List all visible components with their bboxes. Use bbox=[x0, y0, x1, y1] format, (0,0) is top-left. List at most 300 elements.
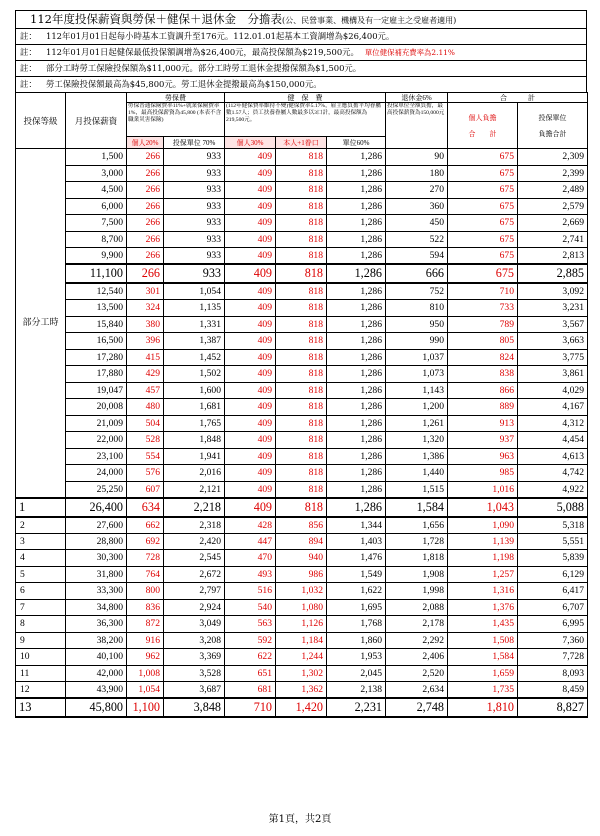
total-personal-label: 個人負擔 bbox=[468, 113, 497, 122]
table-cell: 824 bbox=[448, 349, 518, 366]
table-row bbox=[16, 465, 588, 482]
title-subtext: (公、民營事業、機構及有一定雇主之受雇者適用) bbox=[281, 16, 457, 25]
table-cell: 1,126 bbox=[276, 616, 327, 633]
table-cell: 872 bbox=[127, 616, 164, 633]
table-cell: 429 bbox=[127, 366, 164, 383]
table-cell: 986 bbox=[276, 566, 327, 583]
table-cell: 1,032 bbox=[276, 583, 327, 600]
table-cell: 2,138 bbox=[327, 682, 386, 699]
table-cell: 409 bbox=[225, 415, 276, 432]
table-cell: 675 bbox=[448, 182, 518, 199]
table-cell: 380 bbox=[127, 316, 164, 333]
table-cell: 301 bbox=[127, 283, 164, 300]
table-row bbox=[16, 165, 588, 182]
table-cell: 11,100 bbox=[66, 264, 127, 283]
table-cell: 1,135 bbox=[164, 300, 225, 317]
table-cell: 27,600 bbox=[66, 517, 127, 534]
table-cell: 2,218 bbox=[164, 498, 225, 517]
table-row bbox=[16, 300, 588, 317]
table-cell: 1,452 bbox=[164, 349, 225, 366]
table-cell: 1,549 bbox=[327, 566, 386, 583]
table-cell: 180 bbox=[386, 165, 448, 182]
table-cell: 24,000 bbox=[66, 465, 127, 482]
table-cell: 662 bbox=[127, 517, 164, 534]
table-cell: 2,748 bbox=[386, 698, 448, 717]
table-cell: 675 bbox=[448, 198, 518, 215]
table-cell: 592 bbox=[225, 632, 276, 649]
table-cell: 940 bbox=[276, 550, 327, 567]
table-cell: 1,584 bbox=[448, 649, 518, 666]
grade-cell: 13 bbox=[16, 698, 66, 717]
table-cell: 666 bbox=[386, 264, 448, 283]
table-cell: 2,399 bbox=[518, 165, 588, 182]
table-cell: 4,742 bbox=[518, 465, 588, 482]
table-cell: 818 bbox=[276, 498, 327, 517]
table-cell: 818 bbox=[276, 300, 327, 317]
table-cell: 675 bbox=[448, 149, 518, 166]
table-cell: 540 bbox=[225, 599, 276, 616]
table-cell: 1,143 bbox=[386, 382, 448, 399]
table-cell: 1,043 bbox=[448, 498, 518, 517]
table-cell: 409 bbox=[225, 399, 276, 416]
table-cell: 1,286 bbox=[327, 448, 386, 465]
table-cell: 1,386 bbox=[386, 448, 448, 465]
table-cell: 1,198 bbox=[448, 550, 518, 567]
table-cell: 42,000 bbox=[66, 665, 127, 682]
table-cell: 1,286 bbox=[327, 215, 386, 232]
table-row bbox=[16, 215, 588, 232]
table-cell: 450 bbox=[386, 215, 448, 232]
table-cell: 1,037 bbox=[386, 349, 448, 366]
table-cell: 1,476 bbox=[327, 550, 386, 567]
table-cell: 2,406 bbox=[386, 649, 448, 666]
table-cell: 266 bbox=[127, 231, 164, 248]
table-cell: 1,008 bbox=[127, 665, 164, 682]
table-cell: 409 bbox=[225, 264, 276, 283]
table-cell: 26,400 bbox=[66, 498, 127, 517]
table-row bbox=[16, 248, 588, 265]
table-cell: 3,663 bbox=[518, 333, 588, 350]
table-cell: 2,924 bbox=[164, 599, 225, 616]
table-cell: 1,261 bbox=[386, 415, 448, 432]
table-cell: 409 bbox=[225, 349, 276, 366]
table-cell: 22,000 bbox=[66, 432, 127, 449]
grade-cell: 3 bbox=[16, 533, 66, 550]
grade-cell: 9 bbox=[16, 632, 66, 649]
table-cell: 1,200 bbox=[386, 399, 448, 416]
table-row bbox=[16, 231, 588, 248]
table-cell: 1,765 bbox=[164, 415, 225, 432]
table-cell: 522 bbox=[386, 231, 448, 248]
table-cell: 818 bbox=[276, 316, 327, 333]
table-row bbox=[16, 550, 588, 567]
table-row bbox=[16, 366, 588, 383]
table-cell: 3,049 bbox=[164, 616, 225, 633]
table-row bbox=[16, 448, 588, 465]
table-cell: 2,088 bbox=[386, 599, 448, 616]
table-cell: 1,420 bbox=[276, 698, 327, 717]
table-cell: 2,672 bbox=[164, 566, 225, 583]
table-cell: 20,008 bbox=[66, 399, 127, 416]
table-cell: 1,387 bbox=[164, 333, 225, 350]
table-cell: 818 bbox=[276, 349, 327, 366]
table-cell: 675 bbox=[448, 165, 518, 182]
table-cell: 2,121 bbox=[164, 481, 225, 498]
table-cell: 45,800 bbox=[66, 698, 127, 717]
table-cell: 1,316 bbox=[448, 583, 518, 600]
note-text: 勞工保險投保額最高為$45,800元。勞工退休金提撥最高為$150,000元。 bbox=[46, 79, 322, 89]
note-label: 註： bbox=[20, 47, 37, 57]
table-cell: 675 bbox=[448, 215, 518, 232]
table-cell: 1,344 bbox=[327, 517, 386, 534]
note-label: 註： bbox=[20, 79, 37, 89]
table-cell: 5,839 bbox=[518, 550, 588, 567]
table-row bbox=[16, 198, 588, 215]
table-cell: 1,286 bbox=[327, 231, 386, 248]
table-cell: 818 bbox=[276, 465, 327, 482]
table-cell: 409 bbox=[225, 481, 276, 498]
table-cell: 1,286 bbox=[327, 498, 386, 517]
table-row bbox=[16, 415, 588, 432]
table-cell: 752 bbox=[386, 283, 448, 300]
table-cell: 3,687 bbox=[164, 682, 225, 699]
table-cell: 1,286 bbox=[327, 149, 386, 166]
table-cell: 818 bbox=[276, 248, 327, 265]
table-cell: 866 bbox=[448, 382, 518, 399]
table-row bbox=[16, 283, 588, 300]
table-cell: 266 bbox=[127, 165, 164, 182]
table-cell: 8,459 bbox=[518, 682, 588, 699]
table-cell: 1,320 bbox=[386, 432, 448, 449]
table-cell: 692 bbox=[127, 533, 164, 550]
table-cell: 1,502 bbox=[164, 366, 225, 383]
table-row bbox=[16, 682, 588, 699]
table-cell: 1,286 bbox=[327, 366, 386, 383]
table-cell: 937 bbox=[448, 432, 518, 449]
pension-desc: 投保單位全額負擔，最高投保薪資為150,000元 bbox=[386, 103, 448, 149]
table-cell: 1,100 bbox=[127, 698, 164, 717]
table-cell: 409 bbox=[225, 248, 276, 265]
table-cell: 710 bbox=[225, 698, 276, 717]
note-text: 112年01月01日起每小時基本工資調升至176元。112.01.01起基本工資調增為$26,400元。 bbox=[46, 31, 395, 41]
table-cell: 2,797 bbox=[164, 583, 225, 600]
table-cell: 31,800 bbox=[66, 566, 127, 583]
labor-desc: 勞保普通保險費率11%+就業保險費率1%，最高投保薪資為45,800 (本表不含職業災害保險) bbox=[127, 103, 225, 137]
table-cell: 576 bbox=[127, 465, 164, 482]
table-cell: 1,080 bbox=[276, 599, 327, 616]
table-cell: 607 bbox=[127, 481, 164, 498]
table-cell: 7,360 bbox=[518, 632, 588, 649]
table-cell: 13,500 bbox=[66, 300, 127, 317]
grade-cell: 6 bbox=[16, 583, 66, 600]
table-cell: 1,286 bbox=[327, 481, 386, 498]
table-cell: 6,995 bbox=[518, 616, 588, 633]
table-cell: 447 bbox=[225, 533, 276, 550]
grade-cell: 11 bbox=[16, 665, 66, 682]
table-cell: 5,318 bbox=[518, 517, 588, 534]
fee-table-sheet bbox=[15, 10, 587, 718]
table-cell: 409 bbox=[225, 366, 276, 383]
table-row bbox=[16, 665, 588, 682]
table-cell: 2,813 bbox=[518, 248, 588, 265]
table-cell: 805 bbox=[448, 333, 518, 350]
table-cell: 1,286 bbox=[327, 165, 386, 182]
table-cell: 1,286 bbox=[327, 432, 386, 449]
table-cell: 1,941 bbox=[164, 448, 225, 465]
table-cell: 2,741 bbox=[518, 231, 588, 248]
note-line bbox=[15, 60, 587, 76]
header-salary: 月投保薪資 bbox=[66, 93, 127, 149]
table-cell: 3,208 bbox=[164, 632, 225, 649]
table-cell: 1,600 bbox=[164, 382, 225, 399]
table-cell: 4,167 bbox=[518, 399, 588, 416]
table-cell: 6,417 bbox=[518, 583, 588, 600]
table-cell: 28,800 bbox=[66, 533, 127, 550]
table-cell: 563 bbox=[225, 616, 276, 633]
table-cell: 1,659 bbox=[448, 665, 518, 682]
total-employer-label: 投保單位 bbox=[538, 113, 567, 122]
table-cell: 675 bbox=[448, 264, 518, 283]
table-row bbox=[16, 382, 588, 399]
table-cell: 40,100 bbox=[66, 649, 127, 666]
table-cell: 409 bbox=[225, 149, 276, 166]
table-cell: 1,286 bbox=[327, 415, 386, 432]
table-cell: 1,286 bbox=[327, 349, 386, 366]
table-cell: 2,178 bbox=[386, 616, 448, 633]
table-cell: 3,567 bbox=[518, 316, 588, 333]
table-cell: 1,184 bbox=[276, 632, 327, 649]
notes-block bbox=[15, 28, 587, 92]
table-row bbox=[16, 583, 588, 600]
table-cell: 6,129 bbox=[518, 566, 588, 583]
table-cell: 21,009 bbox=[66, 415, 127, 432]
table-cell: 409 bbox=[225, 231, 276, 248]
table-cell: 1,286 bbox=[327, 300, 386, 317]
note-label: 註： bbox=[20, 31, 37, 41]
table-cell: 409 bbox=[225, 198, 276, 215]
table-cell: 1,500 bbox=[66, 149, 127, 166]
table-cell: 25,250 bbox=[66, 481, 127, 498]
table-cell: 554 bbox=[127, 448, 164, 465]
table-cell: 409 bbox=[225, 316, 276, 333]
group-label-part-time: 部分工時 bbox=[16, 149, 66, 498]
table-cell: 985 bbox=[448, 465, 518, 482]
table-cell: 818 bbox=[276, 165, 327, 182]
table-cell: 1,908 bbox=[386, 566, 448, 583]
table-cell: 818 bbox=[276, 382, 327, 399]
header-labor-personal: 個人20% bbox=[127, 137, 164, 149]
table-cell: 2,669 bbox=[518, 215, 588, 232]
table-cell: 409 bbox=[225, 432, 276, 449]
table-cell: 360 bbox=[386, 198, 448, 215]
table-cell: 8,700 bbox=[66, 231, 127, 248]
table-cell: 266 bbox=[127, 198, 164, 215]
table-cell: 457 bbox=[127, 382, 164, 399]
table-cell: 675 bbox=[448, 248, 518, 265]
table-cell: 3,528 bbox=[164, 665, 225, 682]
table-cell: 266 bbox=[127, 215, 164, 232]
table-cell: 7,500 bbox=[66, 215, 127, 232]
header-labor-employer: 投保單位 70% bbox=[164, 137, 225, 149]
table-cell: 409 bbox=[225, 283, 276, 300]
table-cell: 2,489 bbox=[518, 182, 588, 199]
table-cell: 1,622 bbox=[327, 583, 386, 600]
table-cell: 3,231 bbox=[518, 300, 588, 317]
header-health-personal: 個人30% bbox=[225, 137, 276, 149]
table-cell: 409 bbox=[225, 215, 276, 232]
table-cell: 1,286 bbox=[327, 198, 386, 215]
table-cell: 1,584 bbox=[386, 498, 448, 517]
fee-table-body bbox=[16, 149, 588, 718]
table-cell: 990 bbox=[386, 333, 448, 350]
table-cell: 1,768 bbox=[327, 616, 386, 633]
table-cell: 1,818 bbox=[386, 550, 448, 567]
table-cell: 1,860 bbox=[327, 632, 386, 649]
header-grade: 投保等級 bbox=[16, 93, 66, 149]
table-cell: 16,500 bbox=[66, 333, 127, 350]
table-cell: 1,435 bbox=[448, 616, 518, 633]
table-cell: 504 bbox=[127, 415, 164, 432]
table-cell: 2,309 bbox=[518, 149, 588, 166]
table-cell: 3,092 bbox=[518, 283, 588, 300]
table-cell: 818 bbox=[276, 182, 327, 199]
table-row bbox=[16, 599, 588, 616]
table-cell: 528 bbox=[127, 432, 164, 449]
table-cell: 1,016 bbox=[448, 481, 518, 498]
table-cell: 1,810 bbox=[448, 698, 518, 717]
note-text: 112年01月01日起健保最低投保額調增為$26,400元，最高投保額為$219,500元。 bbox=[46, 47, 359, 57]
table-cell: 1,286 bbox=[327, 465, 386, 482]
table-cell: 1,728 bbox=[386, 533, 448, 550]
table-cell: 2,318 bbox=[164, 517, 225, 534]
table-cell: 4,500 bbox=[66, 182, 127, 199]
table-cell: 1,054 bbox=[127, 682, 164, 699]
table-row bbox=[16, 649, 588, 666]
table-cell: 2,420 bbox=[164, 533, 225, 550]
table-cell: 1,090 bbox=[448, 517, 518, 534]
header-health: 健 保 費 bbox=[225, 93, 386, 103]
table-cell: 962 bbox=[127, 649, 164, 666]
table-cell: 36,300 bbox=[66, 616, 127, 633]
table-cell: 396 bbox=[127, 333, 164, 350]
table-cell: 1,953 bbox=[327, 649, 386, 666]
table-cell: 1,695 bbox=[327, 599, 386, 616]
table-cell: 4,029 bbox=[518, 382, 588, 399]
table-cell: 1,286 bbox=[327, 182, 386, 199]
header-health-employer: 單位60% bbox=[327, 137, 386, 149]
table-cell: 1,286 bbox=[327, 399, 386, 416]
table-cell: 2,520 bbox=[386, 665, 448, 682]
table-cell: 8,093 bbox=[518, 665, 588, 682]
table-cell: 810 bbox=[386, 300, 448, 317]
table-cell: 710 bbox=[448, 283, 518, 300]
table-cell: 2,016 bbox=[164, 465, 225, 482]
table-cell: 838 bbox=[448, 366, 518, 383]
table-cell: 1,286 bbox=[327, 333, 386, 350]
table-cell: 856 bbox=[276, 517, 327, 534]
table-cell: 933 bbox=[164, 198, 225, 215]
table-row bbox=[16, 533, 588, 550]
table-cell: 266 bbox=[127, 264, 164, 283]
table-cell: 933 bbox=[164, 215, 225, 232]
table-cell: 818 bbox=[276, 481, 327, 498]
table-cell: 7,728 bbox=[518, 649, 588, 666]
table-cell: 409 bbox=[225, 182, 276, 199]
table-cell: 2,579 bbox=[518, 198, 588, 215]
table-row bbox=[16, 632, 588, 649]
table-cell: 6,707 bbox=[518, 599, 588, 616]
table-cell: 5,088 bbox=[518, 498, 588, 517]
table-cell: 913 bbox=[448, 415, 518, 432]
table-cell: 1,286 bbox=[327, 382, 386, 399]
table-cell: 818 bbox=[276, 432, 327, 449]
table-cell: 470 bbox=[225, 550, 276, 567]
table-cell: 266 bbox=[127, 182, 164, 199]
page-title bbox=[15, 10, 587, 28]
table-cell: 1,508 bbox=[448, 632, 518, 649]
table-cell: 818 bbox=[276, 215, 327, 232]
note-label: 註： bbox=[20, 63, 37, 73]
table-cell: 2,231 bbox=[327, 698, 386, 717]
table-cell: 15,840 bbox=[66, 316, 127, 333]
grade-cell: 10 bbox=[16, 649, 66, 666]
header-health-family: 本人+1眷口 bbox=[276, 137, 327, 149]
table-cell: 933 bbox=[164, 264, 225, 283]
table-cell: 415 bbox=[127, 349, 164, 366]
grade-cell: 2 bbox=[16, 517, 66, 534]
table-cell: 933 bbox=[164, 231, 225, 248]
table-cell: 1,302 bbox=[276, 665, 327, 682]
table-cell: 789 bbox=[448, 316, 518, 333]
total-personal-sub: 合 計 bbox=[468, 129, 497, 138]
table-cell: 933 bbox=[164, 149, 225, 166]
table-cell: 17,280 bbox=[66, 349, 127, 366]
table-cell: 733 bbox=[448, 300, 518, 317]
table-cell: 6,000 bbox=[66, 198, 127, 215]
table-row bbox=[16, 698, 588, 717]
table-cell: 1,331 bbox=[164, 316, 225, 333]
table-cell: 894 bbox=[276, 533, 327, 550]
table-cell: 409 bbox=[225, 382, 276, 399]
fee-table bbox=[15, 92, 588, 718]
table-cell: 38,200 bbox=[66, 632, 127, 649]
table-cell: 594 bbox=[386, 248, 448, 265]
table-cell: 409 bbox=[225, 465, 276, 482]
table-row bbox=[16, 432, 588, 449]
table-cell: 409 bbox=[225, 498, 276, 517]
table-cell: 1,286 bbox=[327, 264, 386, 283]
table-row bbox=[16, 333, 588, 350]
table-cell: 17,880 bbox=[66, 366, 127, 383]
table-cell: 9,900 bbox=[66, 248, 127, 265]
table-cell: 651 bbox=[225, 665, 276, 682]
table-cell: 90 bbox=[386, 149, 448, 166]
table-cell: 409 bbox=[225, 448, 276, 465]
table-cell: 1,286 bbox=[327, 316, 386, 333]
grade-cell: 1 bbox=[16, 498, 66, 517]
table-cell: 409 bbox=[225, 300, 276, 317]
table-cell: 933 bbox=[164, 248, 225, 265]
table-cell: 818 bbox=[276, 415, 327, 432]
table-row bbox=[16, 182, 588, 199]
header-pension: 退休金6% bbox=[386, 93, 448, 103]
table-cell: 818 bbox=[276, 283, 327, 300]
table-cell: 3,861 bbox=[518, 366, 588, 383]
table-cell: 3,848 bbox=[164, 698, 225, 717]
table-cell: 1,681 bbox=[164, 399, 225, 416]
table-cell: 1,998 bbox=[386, 583, 448, 600]
table-cell: 43,900 bbox=[66, 682, 127, 699]
